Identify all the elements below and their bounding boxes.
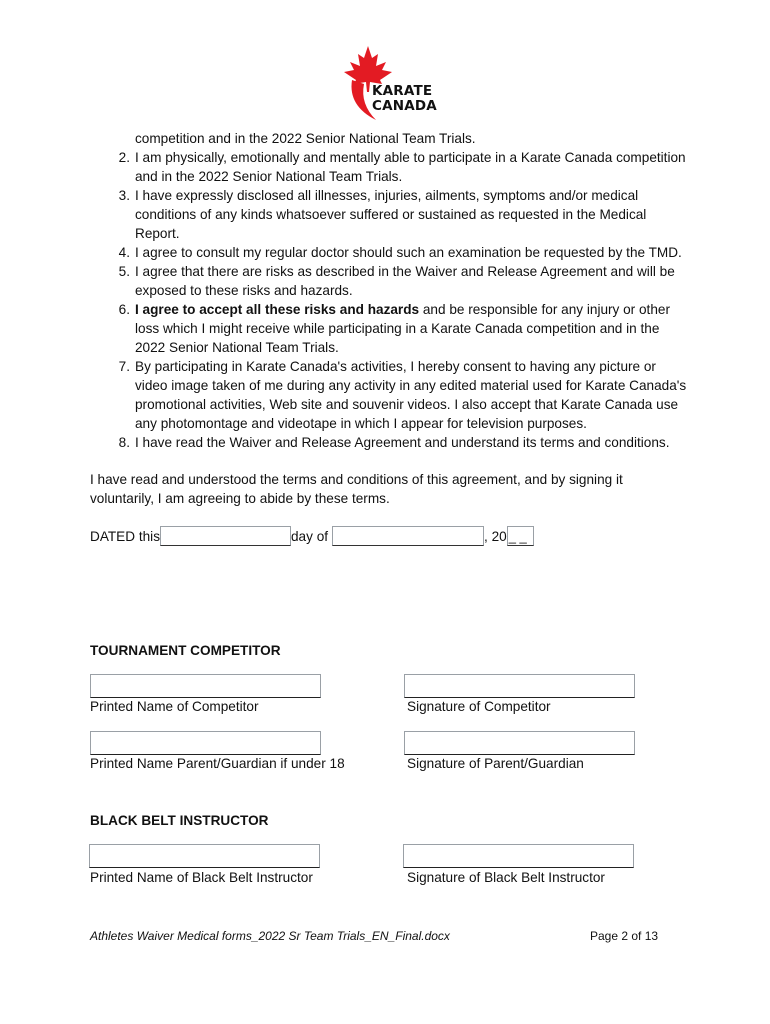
list-item bbox=[90, 262, 690, 300]
competitor-name-label: Printed Name of Competitor bbox=[90, 699, 259, 714]
day-field[interactable] bbox=[160, 526, 291, 546]
list-text: I agree that there are risks as described in the Waiver and Release Agreement and will be exposed to these risks and hazards. bbox=[135, 264, 675, 298]
list-item bbox=[90, 433, 690, 452]
parent-signature-field[interactable] bbox=[404, 731, 635, 755]
list-number: 7. bbox=[118, 359, 130, 374]
instructor-name-label: Printed Name of Black Belt Instructor bbox=[90, 870, 313, 885]
instructor-signature-label: Signature of Black Belt Instructor bbox=[407, 870, 605, 885]
parent-signature-label: Signature of Parent/Guardian bbox=[407, 756, 584, 771]
footer-filename: Athletes Waiver Medical forms_2022 Sr Team Trials_EN_Final.docx bbox=[90, 929, 450, 943]
instructor-signature-field[interactable] bbox=[403, 844, 634, 868]
list-text: I have expressly disclosed all illnesses, injuries, ailments, symptoms and/or medical conditions of any kinds whatsoever suffered or sustained as requested in the Medical Report. bbox=[135, 188, 647, 241]
list-number: 3. bbox=[118, 188, 130, 203]
year-prefix: , 20 bbox=[484, 529, 507, 544]
list-text: By participating in Karate Canada's activities, I hereby consent to having any picture or video image taken of me during any activity in any edited material used for Karate Canada's promotional activities, Web site and souvenir videos. I also accept that Karate Canada use any photomontage and videotape in which I appear for television purposes. bbox=[135, 359, 687, 431]
document-body bbox=[90, 129, 690, 546]
instructor-heading: BLACK BELT INSTRUCTOR bbox=[90, 813, 269, 828]
list-text: and be responsible for any injury or other loss which I might receive while participating in a Karate Canada competition and in the 2022 Senior National Team Trials. bbox=[135, 302, 670, 355]
list-number: 6. bbox=[118, 302, 130, 317]
list-number: 8. bbox=[118, 435, 130, 450]
list-text: competition and in the 2022 Senior National Team Trials. bbox=[135, 131, 476, 146]
competitor-heading: TOURNAMENT COMPETITOR bbox=[90, 643, 281, 658]
list-number: 2. bbox=[118, 150, 130, 165]
competitor-signature-label: Signature of Competitor bbox=[407, 699, 551, 714]
instructor-name-field[interactable] bbox=[89, 844, 320, 868]
month-field[interactable] bbox=[332, 526, 484, 546]
competitor-signature-field[interactable] bbox=[404, 674, 635, 698]
list-item bbox=[90, 129, 690, 148]
list-number: 4. bbox=[118, 245, 130, 260]
day-of-label: day of bbox=[291, 529, 329, 544]
agreement-paragraph: I have read and understood the terms and conditions of this agreement, and by signing it voluntarily, I am agreeing to abide by these terms. bbox=[90, 472, 623, 506]
year-placeholder: _ _ bbox=[508, 529, 527, 544]
list-text: I have read the Waiver and Release Agreement and understand its terms and conditions. bbox=[135, 435, 670, 450]
logo-line-2: CANADA bbox=[372, 98, 437, 114]
list-item bbox=[90, 243, 690, 262]
footer-page-number: Page 2 of 13 bbox=[590, 929, 659, 943]
list-item bbox=[90, 186, 690, 243]
logo-line-1: KARATE bbox=[372, 83, 433, 99]
year-field[interactable] bbox=[507, 526, 534, 546]
list-text-bold: I agree to accept all these risks and hazards bbox=[135, 302, 420, 317]
competitor-name-field[interactable] bbox=[90, 674, 321, 698]
list-number: 5. bbox=[118, 264, 130, 279]
list-item bbox=[90, 357, 690, 433]
list-item bbox=[90, 300, 690, 357]
dated-prefix: DATED this bbox=[90, 529, 160, 544]
logo-wordmark bbox=[372, 84, 437, 114]
parent-name-field[interactable] bbox=[90, 731, 321, 755]
parent-name-label: Printed Name Parent/Guardian if under 18 bbox=[90, 756, 345, 771]
list-text: I am physically, emotionally and mentally able to participate in a Karate Canada competition and in the 2022 Senior National Team Trials. bbox=[135, 150, 686, 184]
list-text: I agree to consult my regular doctor should such an examination be requested by the TMD. bbox=[135, 245, 682, 260]
dated-line bbox=[90, 526, 690, 546]
list-item bbox=[90, 148, 690, 186]
